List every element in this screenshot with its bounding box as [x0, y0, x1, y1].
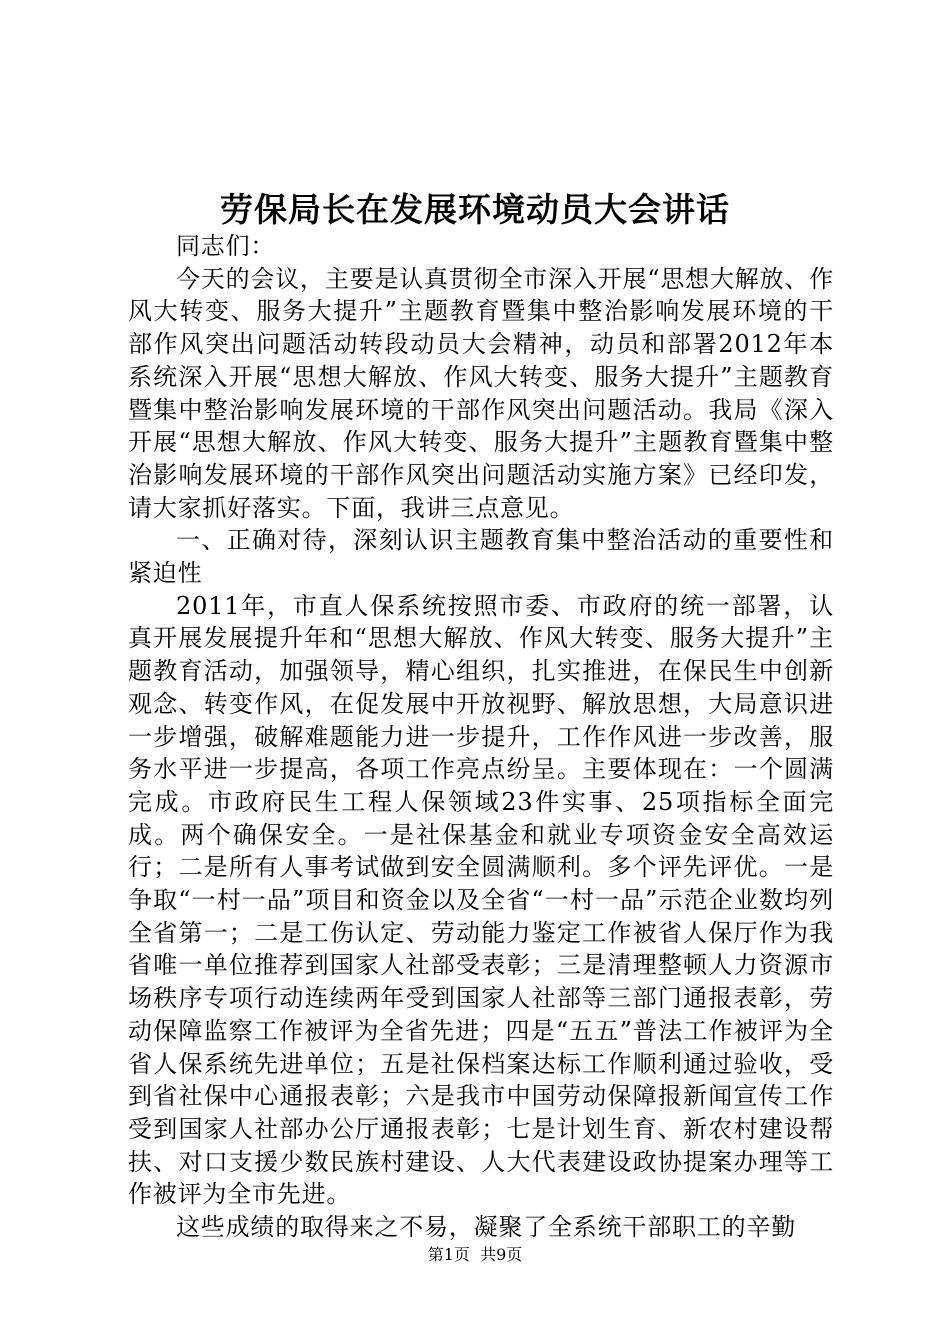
achievements-paragraph: 2011年，市直人保系统按照市委、市政府的统一部署，认真开展发展提升年和“思想大解放、作风大转变、服务大提升”主题教育活动，加强领导，精心组织，扎实推进，在保民生中创新观念、转变作风，在促发展中开放视野、解放思想，大局意识进一步增强，破解难题能力进一步提升，工作作风进一步改善，服务水平进一步提高，各项工作亮点纷呈。主要体现在：一个圆满完成。市政府民生工程人保领域23件实事、25项指标全面完成。两个确保安全。一是社保基金和就业专项资金安全高效运行；二是所有人事考试做到安全圆满顺利。多个评先评优。一是争取“一村一品”项目和资金以及全省“一村一品”示范企业数均列全省第一；二是工伤认定、劳动能力鉴定工作被省人保厅作为我省唯一单位推荐到国家人社部受表彰；三是清理整顿人力资源市场秩序专项行动连续两年受到国家人社部等三部门通报表彰，劳动保障监察工作被评为全省先进；四是“五五”普法工作被评为全省人保系统先进单位；五是社保档案达标工作顺利通过验收，受到省社保中心通报表彰；六是我市中国劳动保障报新闻宣传工作受到国家人社部办公厅通报表彰；七是计划生育、新农村建设帮扶、对口支援少数民族村建设、人大代表建设政协提案办理等工作被评为全市先进。 [128, 591, 834, 1209]
intro-paragraph: 今天的会议，主要是认真贯彻全市深入开展“思想大解放、作风大转变、服务大提升”主题教育暨集中整治影响发展环境的干部作风突出问题活动转段动员大会精神，动员和部署2012年本系统深入开展“思想大解放、作风大转变、服务大提升”主题教育暨集中整治影响发展环境的干部作风突出问题活动。我局《深入开展“思想大解放、作风大转变、服务大提升”主题教育暨集中整治影响发展环境的干部作风突出问题活动实施方案》已经印发，请大家抓好落实。下面，我讲三点意见。 [128, 264, 834, 522]
closing-paragraph-fragment: 这些成绩的取得来之不易，凝聚了全系统干部职工的辛勤 [176, 1213, 796, 1242]
page-number-label: 第1页 共9页 [427, 1245, 523, 1264]
document-body [128, 230, 834, 1244]
document-title: 劳保局长在发展环境动员大会讲话 [220, 190, 730, 229]
page-footer [0, 1244, 950, 1266]
salutation-paragraph: 同志们： [176, 232, 276, 260]
section-heading-1: 一、正确对待，深刻认识主题教育集中整治活动的重要性和紧迫性 [128, 526, 834, 588]
